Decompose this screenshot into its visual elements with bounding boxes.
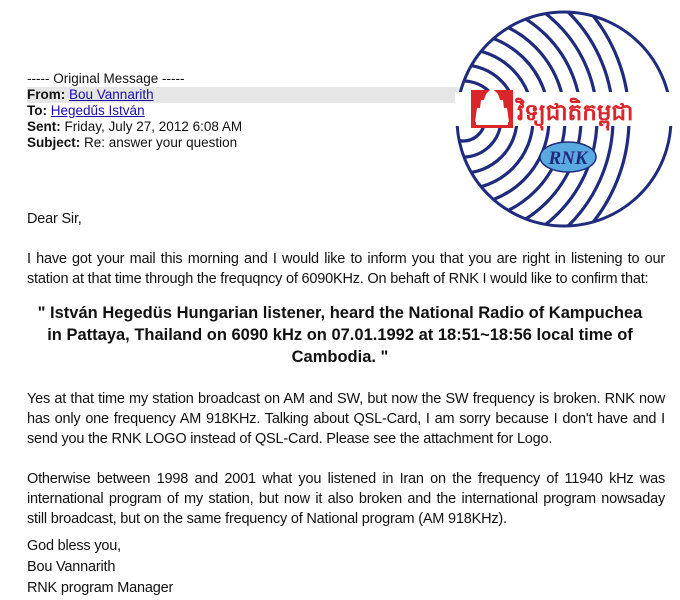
- paragraph-3: Otherwise between 1998 and 2001 what you listened in Iran on the frequency of 11940 kHz was international program of my station, but now it also broken and the international program nowsaday still broadcast, but on the same frequency of National program (AM 918KHz).: [27, 471, 665, 527]
- signature-closing: God bless you,: [27, 538, 121, 554]
- paragraph-2: Yes at that time my station broadcast on AM and SW, but now the SW frequency is broken. RNK now has only one frequency AM 918KHz. Talking about QSL-Card, I am sorry because I don't have and I send you the RNK LOGO instead of QSL-Card. Please see the attachment for Logo.: [27, 391, 665, 447]
- from-line: [27, 87, 467, 103]
- email-header: [27, 71, 467, 151]
- subject-label: Subject:: [27, 135, 81, 150]
- signature: [27, 536, 173, 599]
- logo-rnk-text: RNK: [548, 148, 588, 169]
- from-link[interactable]: Bou Vannarith: [69, 87, 154, 102]
- sent-label: Sent:: [27, 119, 61, 134]
- paragraph-1: I have got your mail this morning and I would like to inform you that you are right in listening to our station at that time through the frequqncy of 6090KHz. On behaft of RNK I would like to confirm that:: [27, 251, 665, 287]
- angkor-temple-icon: [471, 88, 513, 128]
- subject-value: Re: answer your question: [84, 135, 238, 150]
- logo-khmer-text: វិទ្យុជាតិកម្ពុជា: [517, 100, 634, 126]
- subject-line: [27, 135, 467, 151]
- to-line: [27, 103, 467, 119]
- signature-name: Bou Vannarith: [27, 559, 116, 575]
- from-label: From:: [27, 87, 66, 102]
- to-label: To:: [27, 103, 47, 118]
- confirmation-quote: " István Hegedüs Hungarian listener, heard the National Radio of Kampuchea in Pattaya, Thailand on 6090 kHz on 07.01.1992 at 18:51~18:56 local time of Cambodia. ": [37, 304, 643, 366]
- signature-title: RNK program Manager: [27, 580, 174, 596]
- greeting: Dear Sir,: [27, 211, 82, 227]
- original-message-separator: ----- Original Message -----: [27, 71, 185, 86]
- to-link[interactable]: Hegedűs István: [50, 103, 145, 118]
- sent-value: Friday, July 27, 2012 6:08 AM: [64, 119, 243, 134]
- sent-line: [27, 119, 467, 135]
- rnk-logo: [453, 8, 675, 230]
